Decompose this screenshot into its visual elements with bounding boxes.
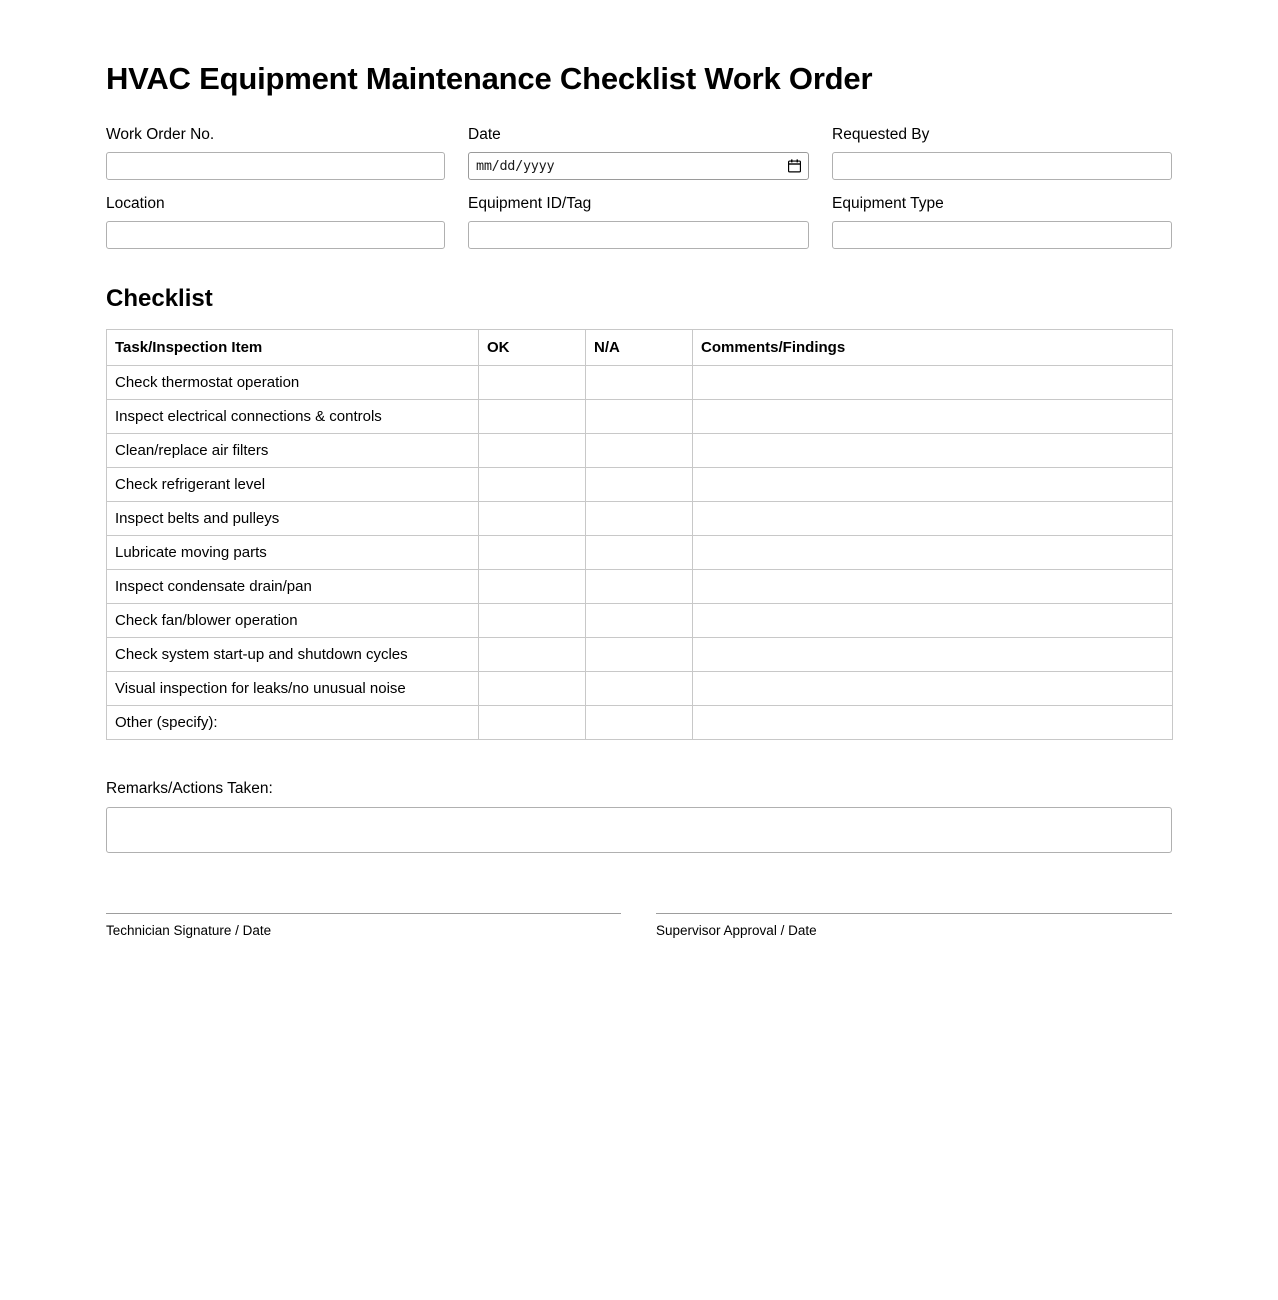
technician-signature-caption: Technician Signature / Date [106, 923, 272, 939]
comments-cell[interactable] [693, 604, 1173, 638]
checklist-table-body [107, 366, 1173, 740]
column-header-task: Task/Inspection Item [107, 330, 479, 366]
label-location: Location [106, 195, 165, 213]
comments-cell[interactable] [693, 672, 1173, 706]
na-cell[interactable] [586, 366, 693, 400]
checklist-heading: Checklist [106, 285, 213, 313]
ok-cell[interactable] [479, 604, 586, 638]
table-row [107, 706, 1173, 740]
comments-cell[interactable] [693, 366, 1173, 400]
task-cell: Lubricate moving parts [107, 536, 479, 570]
page-title: HVAC Equipment Maintenance Checklist Work Order [106, 61, 873, 96]
supervisor-signature-line[interactable] [656, 913, 1172, 914]
label-requested-by: Requested By [832, 126, 930, 144]
task-cell: Visual inspection for leaks/no unusual noise [107, 672, 479, 706]
ok-cell[interactable] [479, 672, 586, 706]
date-placeholder-text: mm/dd/yyyy [476, 158, 555, 175]
column-header-comments: Comments/Findings [693, 330, 1173, 366]
na-cell[interactable] [586, 604, 693, 638]
label-work-order-no: Work Order No. [106, 126, 215, 144]
ok-cell[interactable] [479, 570, 586, 604]
header-form [106, 125, 1172, 263]
task-cell: Inspect belts and pulleys [107, 502, 479, 536]
task-cell: Check refrigerant level [107, 468, 479, 502]
ok-cell[interactable] [479, 434, 586, 468]
remarks-textarea[interactable] [106, 807, 1172, 853]
table-header-row [107, 330, 1173, 366]
remarks-label: Remarks/Actions Taken: [106, 780, 273, 798]
supervisor-signature-block [656, 913, 1172, 939]
comments-cell[interactable] [693, 400, 1173, 434]
task-cell: Check system start-up and shutdown cycles [107, 638, 479, 672]
table-row [107, 638, 1173, 672]
na-cell[interactable] [586, 400, 693, 434]
ok-cell[interactable] [479, 400, 586, 434]
comments-cell[interactable] [693, 468, 1173, 502]
field-equipment-type [832, 194, 1172, 249]
task-cell: Other (specify): [107, 706, 479, 740]
ok-cell[interactable] [479, 536, 586, 570]
comments-cell[interactable] [693, 434, 1173, 468]
task-cell: Check thermostat operation [107, 366, 479, 400]
comments-cell[interactable] [693, 706, 1173, 740]
table-row [107, 400, 1173, 434]
na-cell[interactable] [586, 536, 693, 570]
na-cell[interactable] [586, 706, 693, 740]
supervisor-signature-caption: Supervisor Approval / Date [656, 923, 817, 939]
ok-cell[interactable] [479, 706, 586, 740]
table-row [107, 536, 1173, 570]
comments-cell[interactable] [693, 502, 1173, 536]
ok-cell[interactable] [479, 366, 586, 400]
requested-by-input[interactable] [832, 152, 1172, 180]
na-cell[interactable] [586, 570, 693, 604]
label-equipment-id-tag: Equipment ID/Tag [468, 195, 592, 213]
label-date: Date [468, 126, 501, 144]
location-input[interactable] [106, 221, 445, 249]
comments-cell[interactable] [693, 536, 1173, 570]
table-row [107, 604, 1173, 638]
na-cell[interactable] [586, 672, 693, 706]
ok-cell[interactable] [479, 468, 586, 502]
equipment-type-input[interactable] [832, 221, 1172, 249]
field-date [468, 125, 809, 180]
work-order-no-input[interactable] [106, 152, 445, 180]
field-work-order-no [106, 125, 445, 180]
calendar-icon[interactable] [788, 159, 801, 173]
task-cell: Inspect electrical connections & controls [107, 400, 479, 434]
comments-cell[interactable] [693, 570, 1173, 604]
table-row [107, 570, 1173, 604]
ok-cell[interactable] [479, 502, 586, 536]
technician-signature-block [106, 913, 621, 939]
na-cell[interactable] [586, 434, 693, 468]
checklist-table-head [107, 330, 1173, 366]
comments-cell[interactable] [693, 638, 1173, 672]
technician-signature-line[interactable] [106, 913, 621, 914]
table-row [107, 366, 1173, 400]
table-row [107, 468, 1173, 502]
equipment-id-tag-input[interactable] [468, 221, 809, 249]
label-equipment-type: Equipment Type [832, 195, 944, 213]
ok-cell[interactable] [479, 638, 586, 672]
task-cell: Clean/replace air filters [107, 434, 479, 468]
na-cell[interactable] [586, 502, 693, 536]
column-header-ok: OK [479, 330, 586, 366]
task-cell: Check fan/blower operation [107, 604, 479, 638]
signature-section [106, 913, 1172, 939]
field-location [106, 194, 445, 249]
na-cell[interactable] [586, 638, 693, 672]
task-cell: Inspect condensate drain/pan [107, 570, 479, 604]
field-equipment-id-tag [468, 194, 809, 249]
na-cell[interactable] [586, 468, 693, 502]
table-row [107, 502, 1173, 536]
column-header-na: N/A [586, 330, 693, 366]
table-row [107, 672, 1173, 706]
table-row [107, 434, 1173, 468]
field-requested-by [832, 125, 1172, 180]
checklist-table [106, 329, 1173, 740]
date-input[interactable] [468, 152, 809, 180]
